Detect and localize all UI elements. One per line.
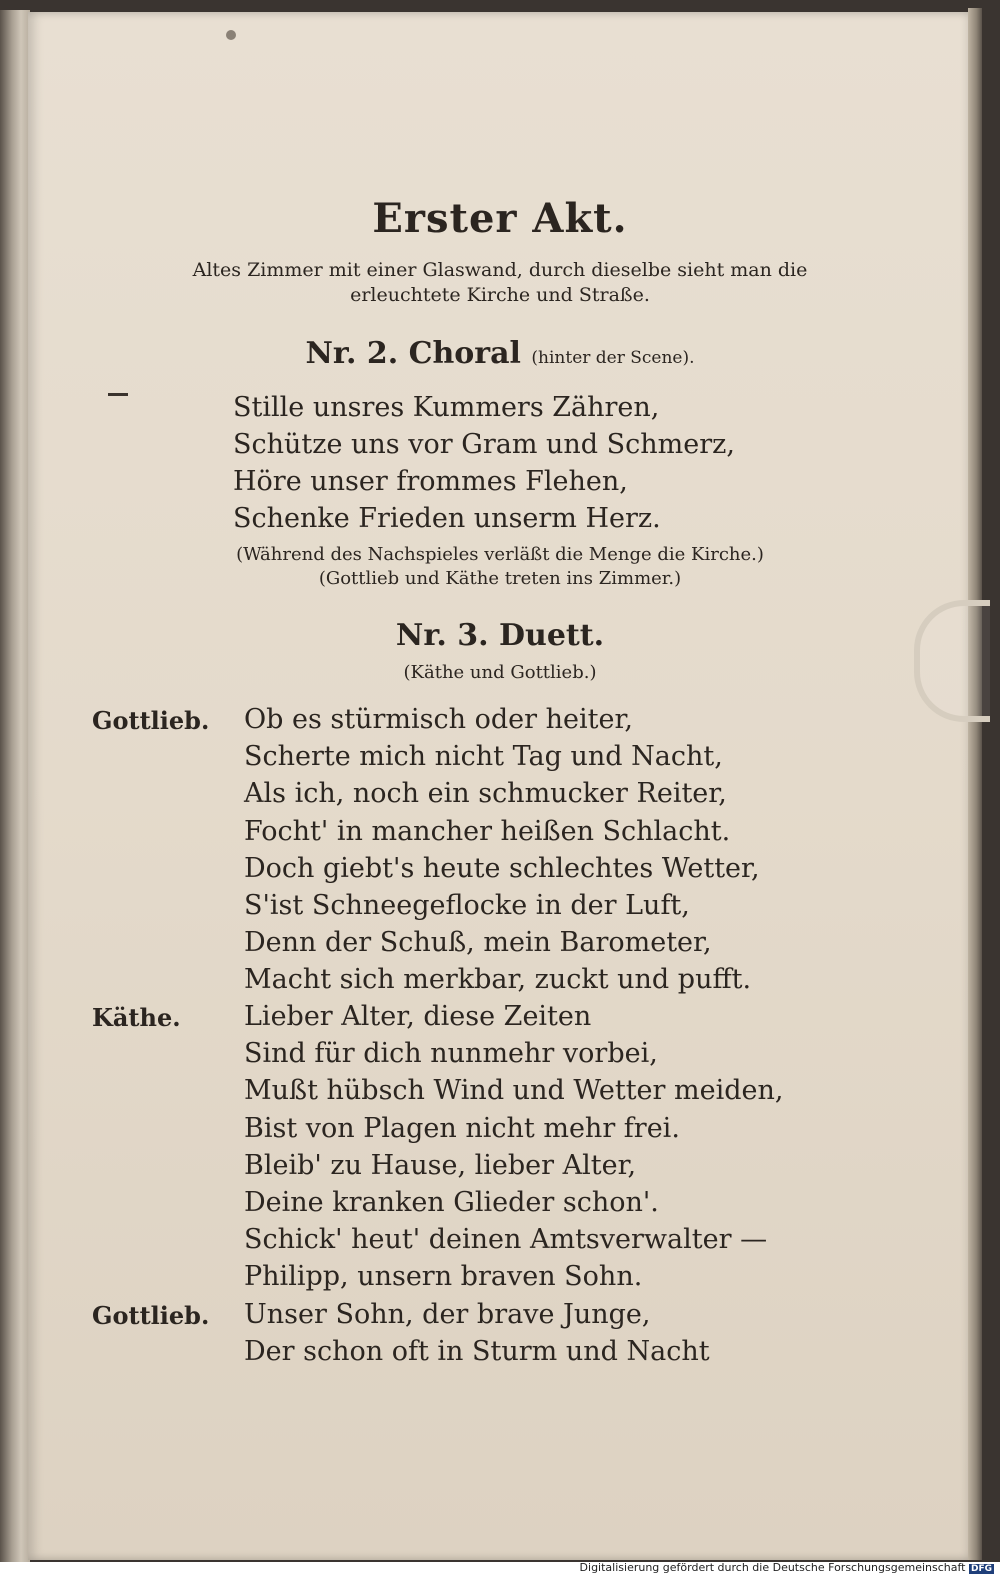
- funding-credit-text: Digitalisierung gefördert durch die Deutsche Forschungsgemeinschaft: [579, 1561, 966, 1574]
- verse-line: Als ich, noch ein schmucker Reiter,: [244, 778, 727, 810]
- verse-line: Denn der Schuß, mein Barometer,: [244, 927, 712, 959]
- paper-spot: [226, 30, 236, 40]
- book-spine: [0, 10, 30, 1565]
- verse-line: Bleib' zu Hause, lieber Alter,: [244, 1149, 637, 1181]
- verse-line: S'ist Schneegeflocke in der Luft,: [244, 890, 690, 922]
- verse-line: Focht' in mancher heißen Schlacht.: [244, 815, 731, 847]
- speech-verse: [244, 701, 864, 999]
- verse-line: Macht sich merkbar, zuckt und pufft.: [244, 964, 752, 996]
- duet-subheading: (Käthe und Gottlieb.): [403, 662, 597, 683]
- speaker-name: Gottlieb.: [92, 1301, 210, 1330]
- funding-credit: [580, 1561, 994, 1574]
- verse-line: Deine kranken Glieder schon'.: [244, 1187, 659, 1219]
- choral-heading: [0, 336, 1000, 371]
- speaker-name: Käthe.: [92, 1003, 181, 1032]
- speech-verse: [244, 1296, 864, 1370]
- speaker-name: Gottlieb.: [92, 706, 210, 735]
- verse-line: Höre unser frommes Flehen,: [233, 466, 628, 497]
- act-title: Erster Akt.: [372, 195, 628, 242]
- margin-mark: [108, 393, 128, 396]
- verse-line: Ob es stürmisch oder heiter,: [244, 704, 633, 735]
- choral-subtitle: (hinter der Scene).: [531, 348, 695, 368]
- dfg-logo: DFG: [970, 1564, 992, 1574]
- verse-line: Stille unsres Kummers Zähren,: [233, 392, 660, 423]
- verse-line: Lieber Alter, diese Zeiten: [244, 1001, 592, 1032]
- verse-line: Sind für dich nunmehr vorbei,: [244, 1038, 658, 1070]
- verse-line: Schick' heut' deinen Amtsverwalter —: [244, 1224, 768, 1256]
- stage-direction-line: erleuchtete Kirche und Straße.: [350, 284, 650, 306]
- choral-verse: [233, 389, 833, 537]
- duet-heading: Nr. 3. Duett.: [395, 618, 605, 653]
- stage-direction-line: Altes Zimmer mit einer Glaswand, durch dieselbe sieht man die: [192, 259, 808, 281]
- stage-direction-scene: [175, 258, 825, 308]
- verse-line: Der schon oft in Sturm und Nacht: [244, 1336, 710, 1368]
- verse-line: Doch giebt's heute schlechtes Wetter,: [244, 852, 760, 884]
- verse-line: Schütze uns vor Gram und Schmerz,: [233, 429, 735, 460]
- verse-line: Bist von Plagen nicht mehr frei.: [244, 1112, 680, 1144]
- verse-line: Mußt hübsch Wind und Wetter meiden,: [244, 1075, 784, 1107]
- stage-direction-line: (Gottlieb und Käthe treten ins Zimmer.): [318, 568, 682, 589]
- verse-line: Unser Sohn, der brave Junge,: [244, 1299, 651, 1330]
- stage-direction-line: (Während des Nachspieles verläßt die Menge die Kirche.): [236, 544, 764, 565]
- stage-direction-interlude: [150, 543, 850, 591]
- speech-verse: [244, 998, 864, 1296]
- verse-line: Philipp, unsern braven Sohn.: [244, 1261, 643, 1293]
- verse-line: Schenke Frieden unserm Herz.: [233, 503, 661, 534]
- choral-title: Nr. 2. Choral: [305, 336, 521, 371]
- verse-line: Scherte mich nicht Tag und Nacht,: [244, 741, 723, 773]
